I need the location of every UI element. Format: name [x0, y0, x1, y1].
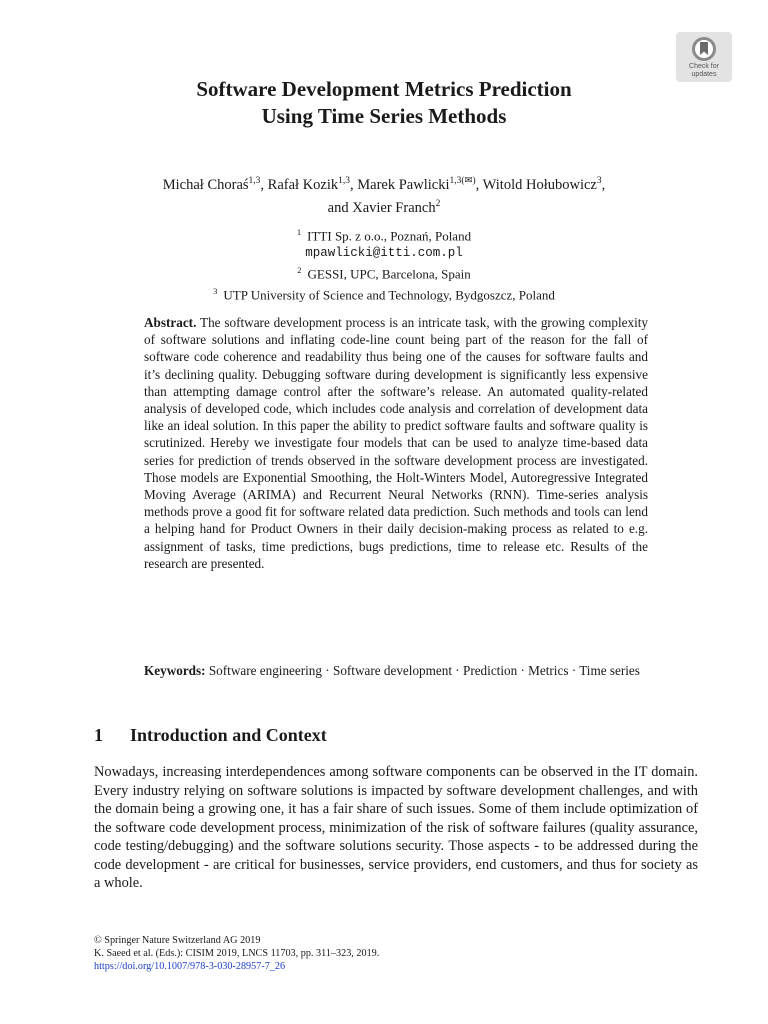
abstract-label: Abstract. — [144, 315, 197, 330]
author-name: Rafał Kozik — [267, 176, 339, 193]
bookmark-check-icon — [691, 36, 717, 62]
title-line-1: Software Development Metrics Prediction — [196, 77, 572, 101]
doi-link[interactable]: https://doi.org/10.1007/978-3-030-28957-7_26 — [94, 961, 286, 973]
email-address[interactable]: mpawlicki@itti.com.pl — [305, 246, 463, 261]
author-name: Marek Pawlicki — [357, 176, 450, 193]
intro-paragraph: Nowadays, increasing interdependences among software components can be observed in the IT domain. Every industry relying on software solutions is impacted by software development challenges, and with the domain being a growing one, it has a fair share of such issues. Some of them include optimization of the software code development process, minimization of the risk of software failures (quality assurance, code testing/debugging) and the software solutions security. Those aspects - to be addressed during the code development - are critical for businesses, service providers, end customers, and thus for society as a whole. — [94, 764, 698, 891]
corresponding-author-mark[interactable]: 1,3(✉) — [449, 176, 476, 186]
keywords-text: Software engineering · Software development · Prediction · Metrics · Time series — [208, 663, 640, 678]
abstract — [144, 314, 648, 572]
copyright-notice: © Springer Nature Switzerland AG 2019 — [94, 935, 261, 946]
paper-title — [60, 76, 708, 130]
section-title: Introduction and Context — [130, 725, 327, 745]
affiliations — [120, 224, 648, 304]
check-for-updates-badge[interactable] — [676, 32, 732, 82]
author-name: Michał Choraś — [162, 176, 249, 193]
footer — [94, 934, 698, 974]
author-list — [80, 172, 688, 218]
title-line-2: Using Time Series Methods — [261, 104, 507, 128]
affiliation: $^1$ ITTI Sp. z o.o., Poznań, Poland — [296, 227, 472, 244]
author-line-2: and Xavier Franch$^2$ — [327, 198, 441, 216]
abstract-text: The software development process is an intricate task, with the growing complexity of software solutions and inflating code-line count being part of the reason for the fall of software code coherence and readability thus being one of the causes for software faults and it’s declining quality. Debugging software during development is significantly less expensive than attempting damage control after the software’s release. An automated quality-related analysis of developed code, which includes code analysis and correlation of development data like an ideal solution. In this paper the ability to predict software faults and software quality is scrutinized. Hereby we investigate four models that can be used to analyze time-based data series for prediction of trends observed in the software development process are investigated. Those models are Exponential Smoothing, the Holt-Winters Model, Autoregressive Integrated Moving Average (ARIMA) and Recurrent Neural Networks (RNN). Time-series analysis methods prove a good fit for software related data prediction. Such methods and tools can lend a helping hand for Product Owners in their daily decision-making process as related to e.g. assignment of tasks, time predictions, bugs predictions, time to release etc. Results of the research are presented. — [144, 315, 648, 571]
section-number: 1 — [94, 725, 103, 745]
badge-label: Check for updates — [689, 63, 719, 78]
author-name: Xavier Franch — [352, 199, 436, 216]
affiliation: $^2$ GESSI, UPC, Barcelona, Spain — [297, 264, 471, 282]
citation: K. Saeed et al. (Eds.): CISIM 2019, LNCS 11703, pp. 311–323, 2019. — [94, 948, 380, 960]
keywords — [144, 662, 648, 679]
keywords-label: Keywords: — [144, 663, 206, 678]
author-line-1: Michał Choraś$^{1,3}$, Rafał Kozik$^{1,3}$, Marek Pawlicki$^{1,3(✉)}$, Witold Hołubowicz$^3$, — [162, 176, 606, 193]
author-name: Witold Hołubowicz — [482, 176, 597, 193]
section-heading — [94, 723, 327, 747]
affiliation: $^3$ UTP University of Science and Technology, Bydgoszcz, Poland — [213, 286, 555, 303]
